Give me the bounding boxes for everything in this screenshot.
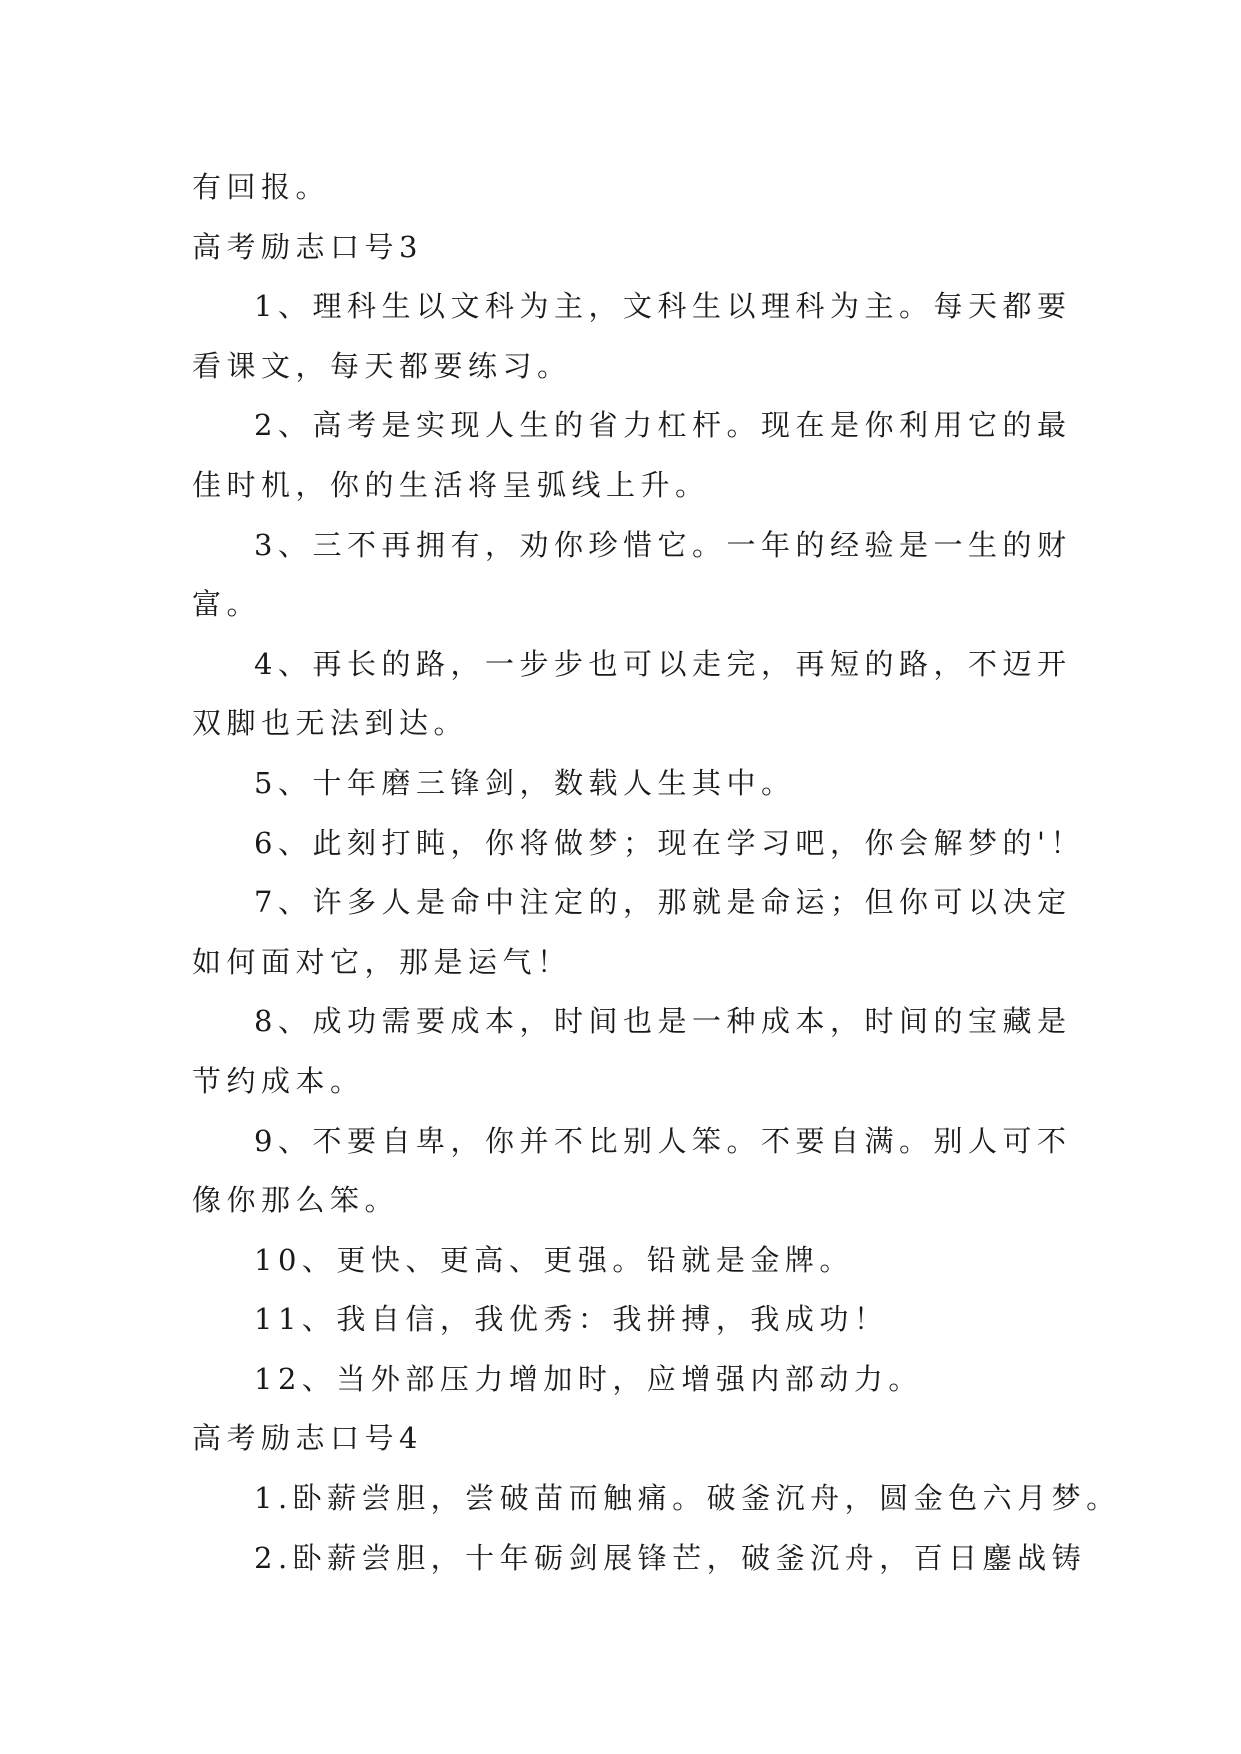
list-item-text: 1、理科生以文科为主，文科生以理科为主。每天都要 — [254, 289, 1072, 324]
list-item-text: 6、此刻打盹，你将做梦；现在学习吧，你会解梦的'！ — [254, 825, 1085, 860]
list-item — [192, 814, 1085, 874]
list-item — [192, 1469, 1121, 1529]
list-item-text: 11、我自信，我优秀：我拼搏，我成功！ — [254, 1302, 889, 1337]
list-item-continuation: 双脚也无法到达。 — [192, 706, 469, 741]
list-item-text: 3、三不再拥有，劝你珍惜它。一年的经验是一生的财 — [254, 527, 1072, 562]
list-item-text: 7、许多人是命中注定的，那就是命运；但你可以决定 — [254, 885, 1072, 920]
list-item — [192, 1290, 1062, 1350]
list-item-text: 2、高考是实现人生的省力杠杆。现在是你利用它的最 — [254, 408, 1072, 443]
list-item — [192, 516, 1072, 635]
list-item-text: 8、成功需要成本，时间也是一种成本，时间的宝藏是 — [254, 1004, 1072, 1039]
list-item-text: 4、再长的路，一步步也可以走完，再短的路，不迈开 — [254, 646, 1072, 681]
list-item — [192, 1231, 1062, 1291]
list-item-continuation: 佳时机，你的生活将呈弧线上升。 — [192, 467, 710, 502]
list-item-text: 2.卧薪尝胆，十年砺剑展锋芒，破釜沉舟，百日鏖战铸 — [254, 1540, 1087, 1575]
document-body — [192, 158, 1121, 1588]
list-item — [192, 754, 1062, 814]
list-item — [192, 992, 1072, 1111]
section-heading-4: 高考励志口号4 — [192, 1421, 423, 1456]
list-item — [192, 277, 1072, 396]
list-item — [192, 1112, 1072, 1231]
list-item-text: 9、不要自卑，你并不比别人笨。不要自满。别人可不 — [254, 1123, 1072, 1158]
list-item — [192, 1350, 1062, 1410]
list-item — [192, 873, 1072, 992]
list-item-text: 10、更快、更高、更强。铅就是金牌。 — [254, 1242, 854, 1277]
list-item — [192, 635, 1072, 754]
list-item-continuation: 富。 — [192, 587, 262, 622]
list-item-continuation: 像你那么笨。 — [192, 1183, 400, 1218]
list-item-text: 1.卧薪尝胆，尝破苗而触痛。破釜沉舟，圆金色六月梦。 — [254, 1481, 1121, 1516]
list-item-text: 5、十年磨三锋剑，数载人生其中。 — [254, 765, 796, 800]
list-item-continuation: 看课文，每天都要练习。 — [192, 348, 572, 383]
list-item — [192, 1529, 1087, 1589]
section-heading-3: 高考励志口号3 — [192, 229, 423, 264]
continuation-text: 有回报。 — [192, 170, 331, 204]
list-item — [192, 396, 1072, 515]
list-item-text: 12、当外部压力增加时，应增强内部动力。 — [254, 1361, 923, 1396]
list-item-continuation: 节约成本。 — [192, 1063, 365, 1098]
list-item-continuation: 如何面对它，那是运气！ — [192, 944, 572, 979]
